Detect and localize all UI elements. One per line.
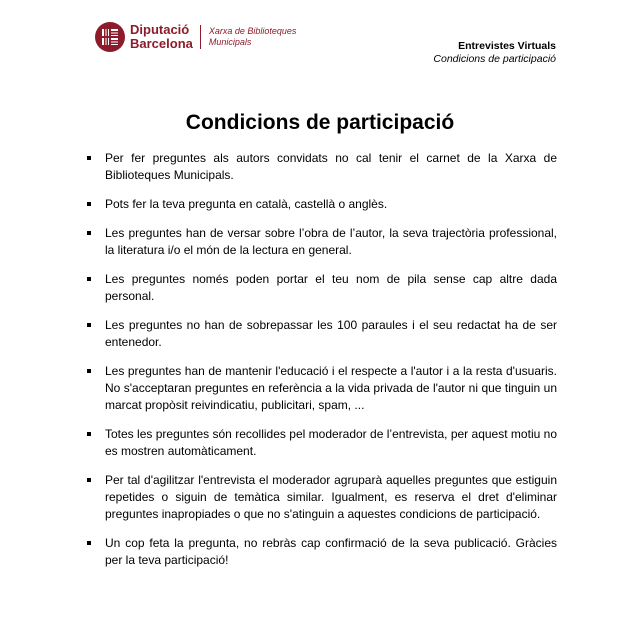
condition-item xyxy=(87,317,557,351)
network-name-line2: Municipals xyxy=(208,37,252,47)
square-bullet-icon xyxy=(87,478,91,482)
condition-text: Per fer preguntes als autors convidats no cal tenir el carnet de la Xarxa de Biblioteques Municipals. xyxy=(105,151,557,182)
network-name-line1: Xarxa de Biblioteques xyxy=(208,26,297,36)
condition-item xyxy=(87,271,557,305)
condition-text: Les preguntes no han de sobrepassar les 100 paraules i el seu redactat ha de ser entenedor. xyxy=(105,318,557,349)
square-bullet-icon xyxy=(87,156,91,160)
condition-item xyxy=(87,472,557,523)
condition-text: Pots fer la teva pregunta en català, castellà o anglès. xyxy=(105,197,388,211)
page-title: Condicions de participació xyxy=(185,111,455,134)
square-bullet-icon xyxy=(87,231,91,235)
condition-item xyxy=(87,363,557,414)
diputacio-barcelona-logo-icon xyxy=(95,22,125,52)
condition-text: Totes les preguntes són recollides pel moderador de l’entrevista, per aquest motiu no es mostren automàticament. xyxy=(105,427,557,458)
organization-name-line2: Barcelona xyxy=(130,36,193,51)
square-bullet-icon xyxy=(87,277,91,281)
organization-name xyxy=(130,23,193,51)
condition-item xyxy=(87,196,557,213)
organization-name-line1: Diputació xyxy=(130,22,190,37)
square-bullet-icon xyxy=(87,202,91,206)
network-name xyxy=(209,26,297,48)
square-bullet-icon xyxy=(87,369,91,373)
square-bullet-icon xyxy=(87,432,91,436)
logo-divider xyxy=(200,25,201,49)
conditions-list xyxy=(87,150,557,581)
condition-text: Les preguntes han de versar sobre l’obra de l’autor, la seva trajectòria professional, la literatura i/o el món de la lectura en general. xyxy=(105,226,557,257)
condition-text: Per tal d'agilitzar l'entrevista el moderador agruparà aquelles preguntes que estiguin repetides o siguin de temàtica similar. Igualment, es reserva el dret d'eliminar preguntes inapropiades o que no s'atinguin a aquestes condicions de participació. xyxy=(105,473,557,521)
condition-item xyxy=(87,426,557,460)
diputacio-barcelona-logo xyxy=(95,22,296,52)
condition-text: Un cop feta la pregunta, no rebràs cap confirmació de la seva publicació. Gràcies per la teva participació! xyxy=(105,536,557,567)
document-header-title: Entrevistes Virtuals xyxy=(458,40,556,52)
condition-item xyxy=(87,150,557,184)
square-bullet-icon xyxy=(87,323,91,327)
document-header xyxy=(433,40,556,66)
square-bullet-icon xyxy=(87,541,91,545)
condition-item xyxy=(87,225,557,259)
condition-text: Les preguntes han de mantenir l'educació i el respecte a l'autor i a la resta d'usuaris. No s'acceptaran preguntes en referència a la vida privada de l'autor ni que tinguin un marcat propòsit reivindicatiu, publicitari, spam, ... xyxy=(105,364,557,412)
condition-text: Les preguntes només poden portar el teu nom de pila sense cap altre dada personal. xyxy=(105,272,557,303)
document-header-subtitle: Condicions de participació xyxy=(433,53,556,65)
condition-item xyxy=(87,535,557,569)
